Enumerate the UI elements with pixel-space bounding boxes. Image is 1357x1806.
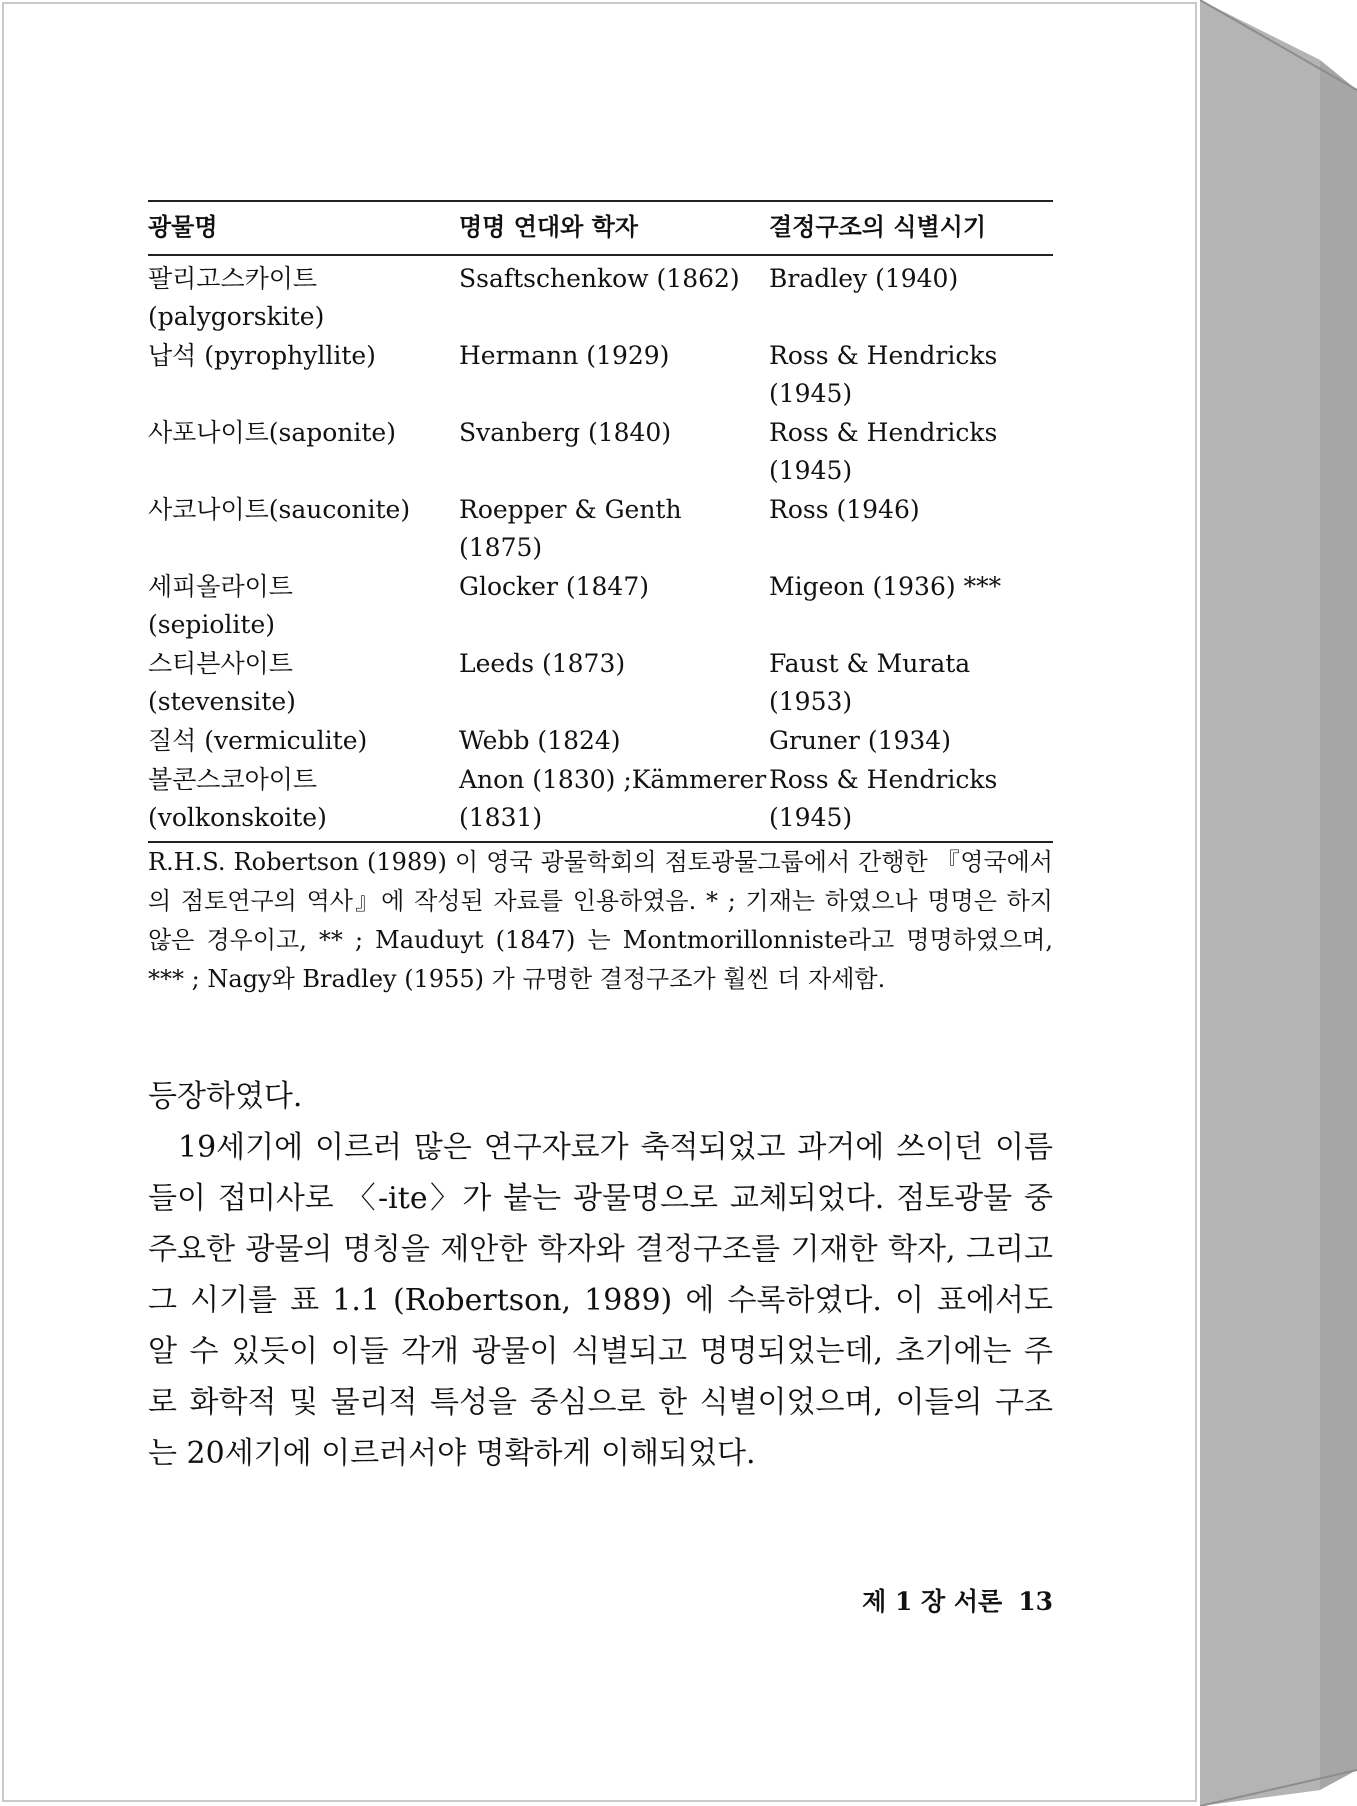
cell-structure [769,414,1053,491]
mineral-table [148,200,1053,843]
cell-structure [769,722,1053,761]
cell-line: Svanberg (1840) [459,418,672,447]
cell-line: 팔리고스카이트 [148,264,318,293]
cell-line: (1945) [769,456,853,485]
cell-line: (stevensite) [148,687,296,716]
cell-mineral-name [148,337,459,414]
cell-line: Migeon (1936) *** [769,572,1002,601]
paragraph-2: 19세기에 이르러 많은 연구자료가 축적되었고 과거에 쓰이던 이름들이 접미사로 〈-ite〉가 붙는 광물명으로 교체되었다. 점토광물 중 주요한 광물의 명칭을 제안한 학자와 결정구조를 기재한 학자, 그리고 그 시기를 표 1.1 (Robertson, 1989) 에 수록하였다. 이 표에서도 알 수 있듯이 이들 각개 광물이 식별되고 명명되었는데, 초기에는 주로 화학적 및 물리적 특성을 중심으로 한 식별이었으며, 이들의 구조는 20세기에 이르러서야 명확하게 이해되었다. [148,1130,1053,1471]
table-body [148,255,1053,842]
cell-line: Ssaftschenkow (1862) [459,264,740,293]
cell-line: 납석 (pyrophyllite) [148,341,376,370]
table-header-row [148,201,1053,255]
cell-naming [459,491,769,568]
table-row [148,568,1053,645]
cell-line: Ross & Hendricks [769,765,998,794]
cell-line: Leeds (1873) [459,649,626,678]
cell-structure [769,255,1053,337]
cell-naming [459,255,769,337]
cell-structure [769,491,1053,568]
cell-line: Bradley (1940) [769,264,959,293]
table-note: R.H.S. Robertson (1989) 이 영국 광물학회의 점토광물그룹에서 간행한 『영국에서의 점토연구의 역사』에 작성된 자료를 인용하였음. * ; 기재는 하였으나 명명은 하지 않은 경우이고, ** ; Mauduyt (1847) 는 Montmorillonniste라고 명명하였으며, *** ; Nagy와 Bradley (1955) 가 규명한 결정구조가 훨씬 더 자세함. [148,848,1053,993]
cell-line: Faust & Murata (1953) [769,649,971,716]
header-naming-date-scientist: 명명 연대와 학자 [459,212,638,241]
cell-naming [459,414,769,491]
table-row [148,491,1053,568]
table-row [148,255,1053,337]
paragraph-1: 등장하였다. [148,1079,303,1114]
cell-naming [459,722,769,761]
cell-line: Roepper & Genth [459,495,682,524]
table-row [148,414,1053,491]
cell-naming [459,337,769,414]
cell-line: (sepiolite) [148,610,276,639]
cell-naming [459,761,769,842]
cell-line: 세피올라이트 [148,572,293,601]
cell-naming [459,568,769,645]
page-stack-shadow [1200,0,1357,1806]
cell-line: (1945) [769,379,853,408]
cell-line: Hermann (1929) [459,341,670,370]
cell-mineral-name [148,491,459,568]
cell-line: 사코나이트(sauconite) [148,495,411,524]
cell-line: (volkonskoite) [148,803,327,832]
cell-line: 스티븐사이트 [148,649,293,678]
cell-line: 질석 (vermiculite) [148,726,368,755]
page-number: 13 [1018,1587,1053,1616]
cell-mineral-name [148,761,459,842]
header-mineral-name: 광물명 [148,212,218,241]
page-footer [862,1582,1053,1618]
cell-mineral-name [148,255,459,337]
cell-line: Ross & Hendricks [769,418,998,447]
cell-line: (1945) [769,803,853,832]
cell-line: 볼콘스코아이트 [148,765,318,794]
cell-naming [459,645,769,722]
table-row [148,645,1053,722]
cell-mineral-name [148,645,459,722]
page-content [148,0,1053,1806]
cell-line: Ross & Hendricks [769,341,998,370]
cell-line: Anon (1830) ;Kämmerer [459,765,767,794]
cell-line: Gruner (1934) [769,726,951,755]
cell-structure [769,645,1053,722]
cell-line: (palygorskite) [148,302,325,331]
header-structure-identification: 결정구조의 식별시기 [769,212,987,241]
table-row [148,761,1053,842]
table-row [148,337,1053,414]
cell-mineral-name [148,722,459,761]
table-row [148,722,1053,761]
cell-mineral-name [148,568,459,645]
cell-structure [769,761,1053,842]
chapter-label: 제 1 장 서론 [862,1587,1003,1616]
cell-line: (1831) [459,803,543,832]
cell-line: 사포나이트(saponite) [148,418,396,447]
cell-mineral-name [148,414,459,491]
cell-structure [769,337,1053,414]
cell-line: Glocker (1847) [459,572,649,601]
cell-line: Webb (1824) [459,726,621,755]
cell-structure [769,568,1053,645]
cell-line: Ross (1946) [769,495,920,524]
cell-line: (1875) [459,533,543,562]
body-text [148,1071,1053,1479]
